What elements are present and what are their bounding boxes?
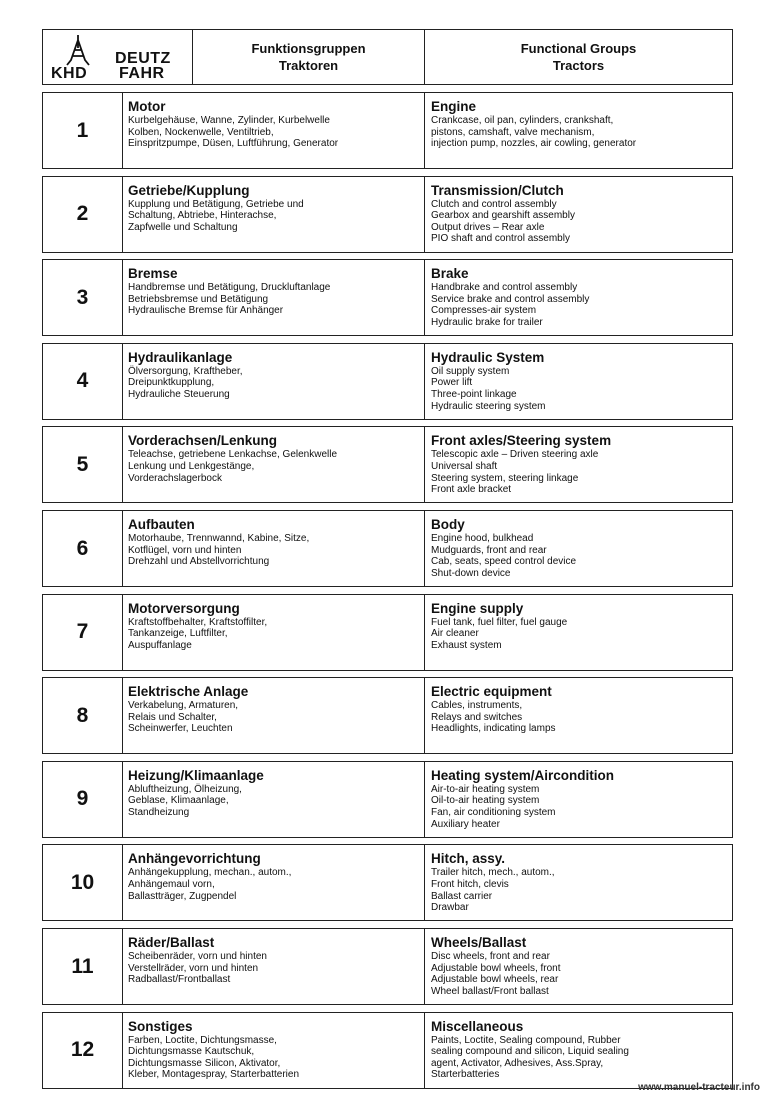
english-description xyxy=(425,678,732,753)
group-detail-line: agent, Activator, Adhesives, Ass.Spray, xyxy=(431,1057,604,1069)
group-row xyxy=(42,1012,733,1089)
german-description xyxy=(123,1013,425,1088)
group-title: Engine xyxy=(431,99,477,114)
german-description xyxy=(123,845,425,920)
group-title: Miscellaneous xyxy=(431,1018,524,1034)
group-row xyxy=(42,176,733,253)
german-description xyxy=(123,177,425,252)
group-detail-line: Steering system, steering linkage xyxy=(431,472,579,484)
group-detail-line: Dichtungsmasse Silicon, Aktivator, xyxy=(128,1057,281,1069)
english-heading-line1: Functional Groups xyxy=(520,41,637,56)
english-description xyxy=(425,93,732,168)
group-number: 5 xyxy=(43,427,123,502)
group-title: Heizung/Klimaanlage xyxy=(128,767,264,783)
group-detail-line: Service brake and control assembly xyxy=(431,293,590,305)
group-detail-line: Front axle bracket xyxy=(431,484,512,496)
german-description xyxy=(123,427,425,502)
group-detail-line: Crankcase, oil pan, cylinders, crankshaft, xyxy=(431,115,614,126)
group-number: 3 xyxy=(43,260,123,335)
group-row xyxy=(42,844,733,921)
group-title: Transmission/Clutch xyxy=(431,182,564,198)
english-description xyxy=(425,1013,732,1088)
group-row xyxy=(42,594,733,671)
group-title: Hydraulic System xyxy=(431,349,545,365)
group-detail-line: Anhängekupplung, mechan., autom., xyxy=(128,867,292,879)
german-description xyxy=(123,511,425,586)
group-number: 8 xyxy=(43,678,123,753)
group-detail-line: injection pump, nozzles, air cowling, generator xyxy=(431,138,637,150)
english-description xyxy=(425,260,732,335)
group-detail-line: Telescopic axle – Driven steering axle xyxy=(431,449,599,461)
english-description xyxy=(425,511,732,586)
group-row xyxy=(42,510,733,587)
group-detail-line: Lenkung und Lenkgestänge, xyxy=(128,460,255,472)
group-row xyxy=(42,92,733,169)
group-detail-line: Radballast/Frontballast xyxy=(128,974,231,986)
header-table xyxy=(42,29,733,85)
group-detail-line: Front hitch, clevis xyxy=(431,878,509,890)
group-title: Räder/Ballast xyxy=(128,935,215,950)
group-title: Brake xyxy=(431,266,469,282)
group-detail-line: Cables, instruments, xyxy=(431,700,523,712)
group-title: Engine supply xyxy=(431,600,524,616)
group-detail-line: Handbremse und Betätigung, Druckluftanlage xyxy=(128,282,331,294)
group-detail-line: Power lift xyxy=(431,377,473,389)
german-description xyxy=(123,344,425,419)
group-detail-line: Auxiliary heater xyxy=(431,818,500,830)
group-detail-line: Verstellräder, vorn und hinten xyxy=(128,962,259,974)
group-detail-line: Kotflügel, vorn und hinten xyxy=(128,544,242,556)
group-detail-line: Trailer hitch, mech., autom., xyxy=(431,867,555,879)
group-title: Body xyxy=(431,517,465,532)
group-detail-line: Fan, air conditioning system xyxy=(431,806,556,818)
logo-khd-text: KHD xyxy=(51,65,88,82)
group-detail-line: Air cleaner xyxy=(431,628,479,640)
group-detail-line: Compresses-air system xyxy=(431,305,537,317)
english-description xyxy=(425,177,732,252)
group-detail-line: Wheel ballast/Front ballast xyxy=(431,985,549,997)
footer-url: www.manuel-tracteur.info xyxy=(638,1082,760,1093)
deutz-horse-logo-icon xyxy=(65,34,91,66)
group-detail-line: Kleber, Montagespray, Starterbatterien xyxy=(128,1069,300,1081)
group-detail-line: Kurbelgehäuse, Wanne, Zylinder, Kurbelwelle xyxy=(128,115,330,126)
group-detail-line: Relays and switches xyxy=(431,711,523,723)
group-detail-line: Hydraulic steering system xyxy=(431,400,546,412)
group-row xyxy=(42,259,733,336)
group-detail-line: Clutch and control assembly xyxy=(431,198,557,210)
group-detail-line: Auspuffanlage xyxy=(128,639,192,651)
group-detail-line: Kupplung und Betätigung, Getriebe und xyxy=(128,198,304,210)
group-number: 12 xyxy=(43,1013,123,1088)
group-number: 10 xyxy=(43,845,123,920)
group-detail-line: Ballast carrier xyxy=(431,890,493,902)
german-description xyxy=(123,595,425,670)
group-detail-line: Adjustable bowl wheels, rear xyxy=(431,974,559,986)
group-detail-line: Fuel tank, fuel filter, fuel gauge xyxy=(431,616,568,628)
group-detail-line: Einspritzpumpe, Düsen, Luftführung, Generator xyxy=(128,138,339,150)
group-row xyxy=(42,928,733,1005)
group-title: Anhängevorrichtung xyxy=(128,851,261,867)
group-number: 2 xyxy=(43,177,123,252)
group-detail-line: Dichtungsmasse Kautschuk, xyxy=(128,1046,255,1058)
group-detail-line: Anhängemaul vorn, xyxy=(128,878,215,890)
group-number: 6 xyxy=(43,511,123,586)
group-detail-line: Hydraulic brake for trailer xyxy=(431,316,543,328)
group-detail-line: PIO shaft and control assembly xyxy=(431,233,570,245)
german-description xyxy=(123,678,425,753)
group-detail-line: Universal shaft xyxy=(431,460,498,472)
group-detail-line: Teleachse, getriebene Lenkachse, Gelenkwelle xyxy=(128,449,338,461)
english-description xyxy=(425,929,732,1004)
group-detail-line: Oil-to-air heating system xyxy=(431,795,540,807)
group-detail-line: Tankanzeige, Luftfilter, xyxy=(128,628,228,640)
group-title: Heating system/Aircondition xyxy=(431,767,615,783)
group-detail-line: Three-point linkage xyxy=(431,388,517,400)
group-detail-line: Mudguards, front and rear xyxy=(431,544,547,556)
group-detail-line: Kraftstoffbehalter, Kraftstoffilter, xyxy=(128,616,268,628)
group-title: Aufbauten xyxy=(128,517,195,532)
german-description xyxy=(123,929,425,1004)
group-title: Wheels/Ballast xyxy=(431,935,527,950)
group-number: 7 xyxy=(43,595,123,670)
group-detail-line: Kolben, Nockenwelle, Ventiltrieb, xyxy=(128,126,274,138)
english-description xyxy=(425,427,732,502)
logo-deutz-text: DEUTZ xyxy=(115,50,171,67)
english-heading-line2: Tractors xyxy=(552,58,605,73)
group-detail-line: Paints, Loctite, Sealing compound, Rubber xyxy=(431,1034,621,1046)
group-detail-line: Disc wheels, front and rear xyxy=(431,951,550,962)
group-detail-line: pistons, camshaft, valve mechanism, xyxy=(431,126,595,138)
german-heading xyxy=(193,30,425,84)
group-detail-line: Farben, Loctite, Dichtungsmasse, xyxy=(128,1034,277,1046)
group-detail-line: Hydrauliche Steuerung xyxy=(128,388,230,400)
group-detail-line: Dreipunktkupplung, xyxy=(128,377,215,389)
group-detail-line: Engine hood, bulkhead xyxy=(431,533,534,544)
german-description xyxy=(123,762,425,837)
group-title: Electric equipment xyxy=(431,684,552,700)
group-detail-line: Scheibenräder, vorn und hinten xyxy=(128,951,267,962)
english-description xyxy=(425,344,732,419)
group-title: Motor xyxy=(128,99,166,114)
group-title: Getriebe/Kupplung xyxy=(128,182,250,198)
group-detail-line: Abluftheizung, Ölheizung, xyxy=(128,783,242,795)
group-detail-line: Geblase, Klimaanlage, xyxy=(128,795,229,807)
group-detail-line: Output drives – Rear axle xyxy=(431,221,545,233)
group-number: 4 xyxy=(43,344,123,419)
group-title: Motorversorgung xyxy=(128,600,240,616)
group-detail-line: Scheinwerfer, Leuchten xyxy=(128,723,233,735)
group-row xyxy=(42,677,733,754)
english-description xyxy=(425,845,732,920)
group-detail-line: Verkabelung, Armaturen, xyxy=(128,700,239,712)
group-detail-line: sealing compound and silicon, Liquid sealing xyxy=(431,1046,629,1058)
group-title: Bremse xyxy=(128,266,178,282)
group-detail-line: Betriebsbremse und Betätigung xyxy=(128,293,269,305)
group-detail-line: Schaltung, Abtriebe, Hinterachse, xyxy=(128,210,277,222)
brand-logo xyxy=(43,30,193,84)
group-row xyxy=(42,761,733,838)
group-number: 9 xyxy=(43,762,123,837)
group-detail-line: Drehzahl und Abstellvorrichtung xyxy=(128,556,270,568)
group-title: Elektrische Anlage xyxy=(128,684,249,700)
group-detail-line: Ballastträger, Zugpendel xyxy=(128,890,237,902)
group-detail-line: Motorhaube, Trennwannd, Kabine, Sitze, xyxy=(128,533,310,544)
group-detail-line: Headlights, indicating lamps xyxy=(431,723,556,735)
logo-fahr-text: FAHR xyxy=(119,65,165,82)
group-detail-line: Exhaust system xyxy=(431,639,502,651)
group-number: 11 xyxy=(43,929,123,1004)
group-row xyxy=(42,426,733,503)
group-detail-line: Drawbar xyxy=(431,902,469,914)
group-detail-line: Shut-down device xyxy=(431,567,511,579)
group-detail-line: Gearbox and gearshift assembly xyxy=(431,210,575,222)
german-heading-line2: Traktoren xyxy=(278,58,339,73)
group-detail-line: Hydraulische Bremse für Anhänger xyxy=(128,305,284,317)
group-detail-line: Standheizung xyxy=(128,806,190,818)
german-description xyxy=(123,260,425,335)
group-detail-line: Starterbatteries xyxy=(431,1069,500,1081)
group-detail-line: Handbrake and control assembly xyxy=(431,282,578,294)
group-title: Sonstiges xyxy=(128,1018,193,1034)
english-description xyxy=(425,595,732,670)
group-detail-line: Vorderachslagerbock xyxy=(128,472,222,484)
group-row xyxy=(42,343,733,420)
group-detail-line: Oil supply system xyxy=(431,365,510,377)
group-title: Front axles/Steering system xyxy=(431,433,612,449)
group-number: 1 xyxy=(43,93,123,168)
english-heading xyxy=(425,30,732,84)
group-detail-line: Ölversorgung, Kraftheber, xyxy=(128,365,243,377)
group-title: Hydraulikanlage xyxy=(128,349,233,365)
group-title: Hitch, assy. xyxy=(431,851,506,867)
english-description xyxy=(425,762,732,837)
german-description xyxy=(123,93,425,168)
group-detail-line: Air-to-air heating system xyxy=(431,783,540,795)
group-detail-line: Adjustable bowl wheels, front xyxy=(431,962,561,974)
german-heading-line1: Funktionsgruppen xyxy=(251,41,366,56)
group-detail-line: Cab, seats, speed control device xyxy=(431,556,577,568)
group-detail-line: Zapfwelle und Schaltung xyxy=(128,221,238,233)
group-title: Vorderachsen/Lenkung xyxy=(128,433,278,449)
group-detail-line: Relais und Schalter, xyxy=(128,711,217,723)
